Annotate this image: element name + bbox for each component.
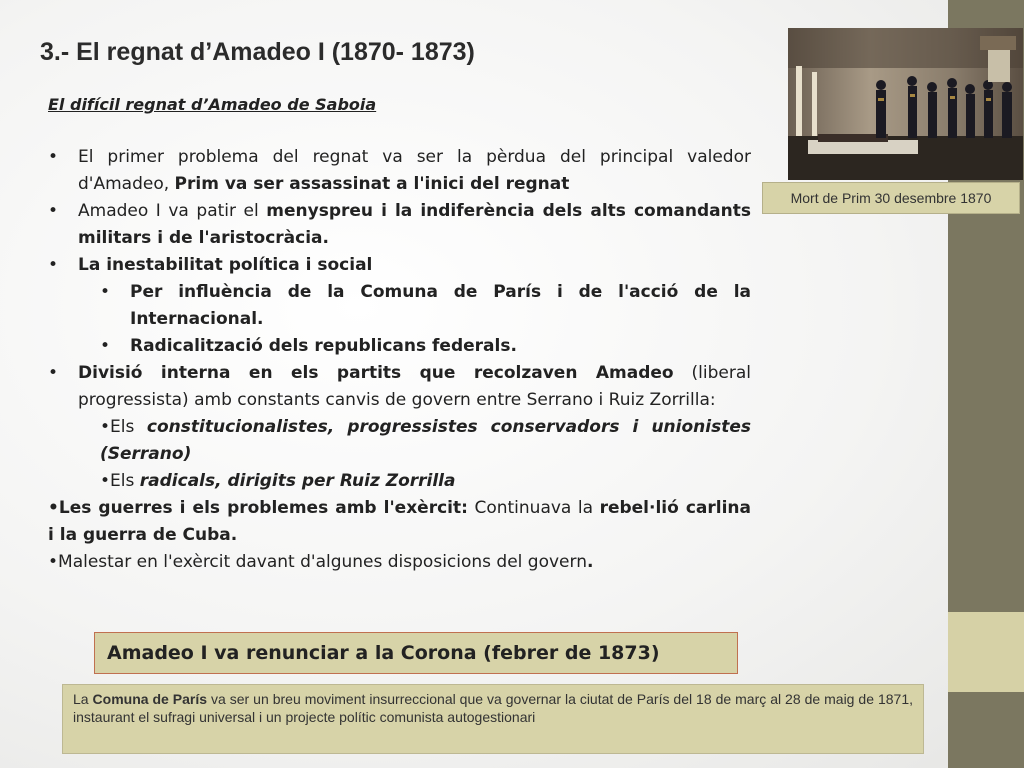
subbullet-republicans: • Radicalització dels republicans federals. xyxy=(130,333,751,360)
bullet-menyspreu: • Amadeo I va patir el menyspreu i la indiferència dels alts comandants militars i de l'aristocràcia. xyxy=(48,198,751,252)
subbullet-comuna: • Per influència de la Comuna de París i de l'acció de la Internacional. xyxy=(130,279,751,333)
slide-title: 3.- El regnat d’Amadeo I (1870- 1873) xyxy=(40,38,475,66)
bullet-guerres: •Les guerres i els problemes amb l'exèrcit: Continuava la rebel·lió carlina i la guerra de Cuba. xyxy=(48,498,752,545)
painting-illustration xyxy=(788,28,1023,180)
abdication-callout: Amadeo I va renunciar a la Corona (febrer de 1873) xyxy=(94,632,738,674)
side-band-bottom xyxy=(948,692,1024,768)
subbullet-constitucionalistes: •Els constitucionalistes, progressistes conservadors i unionistes (Serrano) xyxy=(100,417,751,464)
bullet-divisio: • Divisió interna en els partits que recolzaven Amadeo (liberal progressista) amb constants canvis de govern entre Serrano i Ruiz Zorrilla: xyxy=(48,360,751,414)
painting-caption: Mort de Prim 30 desembre 1870 xyxy=(762,182,1020,214)
side-band-middle xyxy=(948,612,1024,692)
section-subtitle: El difícil regnat d’Amadeo de Saboia xyxy=(48,95,377,114)
bullet-list xyxy=(48,144,751,576)
bullet-malestar: •Malestar en l'exèrcit davant d'algunes disposicions del govern. xyxy=(48,552,594,572)
comuna-note: La Comuna de París va ser un breu moviment insurreccional que va governar la ciutat de París del 18 de març al 28 de maig de 1871, instaurant el sufragi universal i un projecte polític comunista autogestionari xyxy=(62,684,924,754)
bullet-prim: • El primer problema del regnat va ser la pèrdua del principal valedor d'Amadeo, Prim va ser assassinat a l'inici del regnat xyxy=(48,144,751,198)
painting-image xyxy=(788,28,1023,180)
subbullet-radicals: •Els radicals, dirigits per Ruiz Zorrilla xyxy=(100,471,456,491)
bullet-inestabilitat: • La inestabilitat política i social xyxy=(48,252,751,279)
